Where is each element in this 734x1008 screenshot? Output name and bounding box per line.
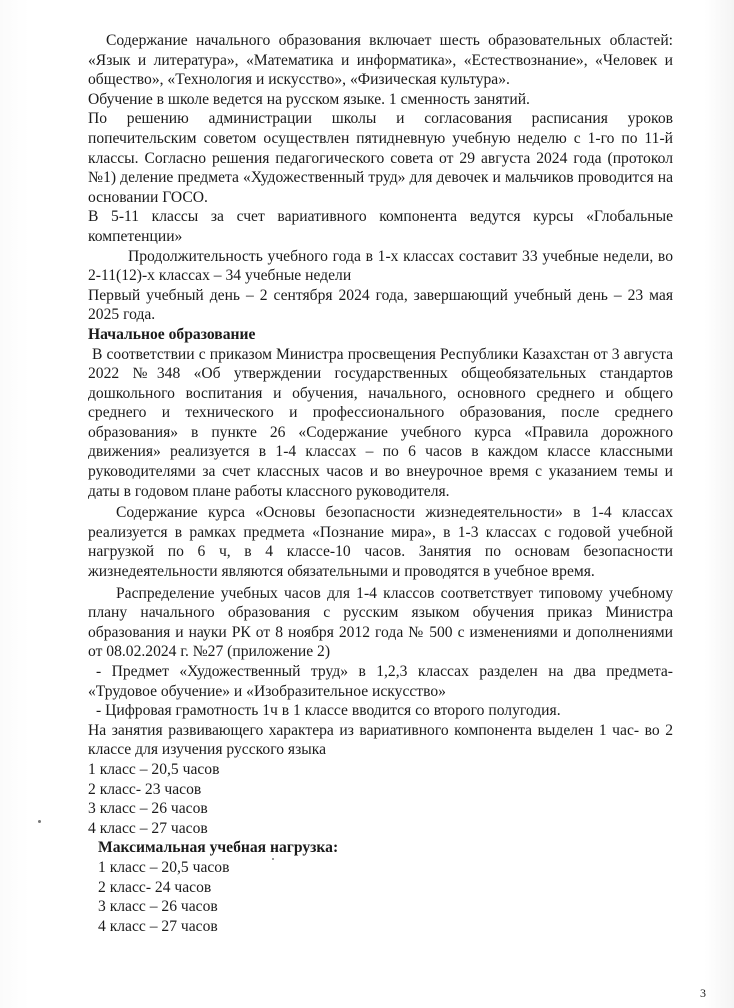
paragraph: 2 класс- 23 часов <box>88 780 202 798</box>
paragraph: 4 класс – 27 часов <box>88 819 208 837</box>
paragraph: 3 класс – 26 часов <box>98 898 218 916</box>
section-heading: Максимальная учебная нагрузка: <box>98 839 339 857</box>
paragraph: 3 класс – 26 часов <box>88 800 208 818</box>
paragraph: Обучение в школе ведется на русском языке. 1 сменность занятий. <box>88 90 530 108</box>
paragraph: В соответствии с приказом Министра просвещения Республики Казахстан от 3 августа 2022 №348 «Об утверждении государственных общеобязательных стандартов дошкольного воспитания и обучения, начального, основного среднего и общего среднего и технического и профессионального образования, после среднего образования» в пункте 26 «Содержание учебного курса «Правила дорожного движения» реализуется в 1-4 классах – по 6 часов в каждом классе классными руководителями за счет классных часов и во внеурочное время с указанием темы и даты в годовом плане работы классного руководителя. <box>88 345 673 500</box>
page-number: 3 <box>700 986 706 1000</box>
paragraph: Содержание начального образования включает шесть образовательных областей: «Язык и литература», «Математика и информатика», «Естествознание», «Человек и общество», «Технология и искусство», «Физическая культура». <box>88 32 673 89</box>
scan-speck <box>272 858 274 860</box>
document-body <box>88 31 673 936</box>
paragraph: Первый учебный день – 2 сентября 2024 года, завершающий учебный день – 23 мая 2025 года. <box>88 286 673 324</box>
paragraph: 1 класс – 20,5 часов <box>88 760 220 778</box>
paragraph: Содержание курса «Основы безопасности жизнедеятельности» в 1-4 классах реализуется в рамках предмета «Познание мира», в 1-3 классах с годовой учебной нагрузкой по 6 ч, в 4 классе-10 часов. Занятия по основам безопасности жизнедеятельности являются обязательными и проводятся в учебное время. <box>88 504 673 581</box>
scan-speck <box>38 820 41 823</box>
paragraph: На занятия развивающего характера из вариативного компонента выделен 1 час- во 2 классе для изучения русского языка <box>88 721 673 759</box>
paragraph: - Цифровая грамотность 1ч в 1 классе вводится со второго полугодия. <box>96 702 561 720</box>
paragraph: Распределение учебных часов для 1-4 классов соответствует типовому учебному плану начального образования с русским языком обучения приказ Министра образования и науки РК от 8 ноября 2012 года № 500 с изменениями и дополнениями от 08.02.2024 г. №27 (приложение 2) <box>88 584 673 661</box>
paragraph: 2 класс- 24 часов <box>98 878 212 896</box>
paragraph: В 5-11 классы за счет вариативного компонента ведутся курсы «Глобальные компетенции» <box>88 208 673 245</box>
paragraph: 4 класс – 27 часов <box>98 917 218 935</box>
paragraph: По решению администрации школы и согласования расписания уроков попечительским советом осуществлен пятидневную учебную неделю с 1-го по 11-й классы. Согласно решения педагогического совета от 29 августа 2024 года (протокол №1) деление предмета «Художественный труд» для девочек и мальчиков проводится на основании ГОСО. <box>88 110 673 206</box>
paragraph: 1 класс – 20,5 часов <box>98 858 230 876</box>
section-heading: Начальное образование <box>88 325 256 343</box>
paragraph: Продолжительность учебного года в 1-х классах составит 33 учебные недели, во 2-11(12)-х классах – 34 учебные недели <box>88 247 673 285</box>
paragraph: - Предмет «Художественный труд» в 1,2,3 классах разделен на два предмета- «Трудовое обучение» и «Изобразительное искусство» <box>88 663 673 700</box>
